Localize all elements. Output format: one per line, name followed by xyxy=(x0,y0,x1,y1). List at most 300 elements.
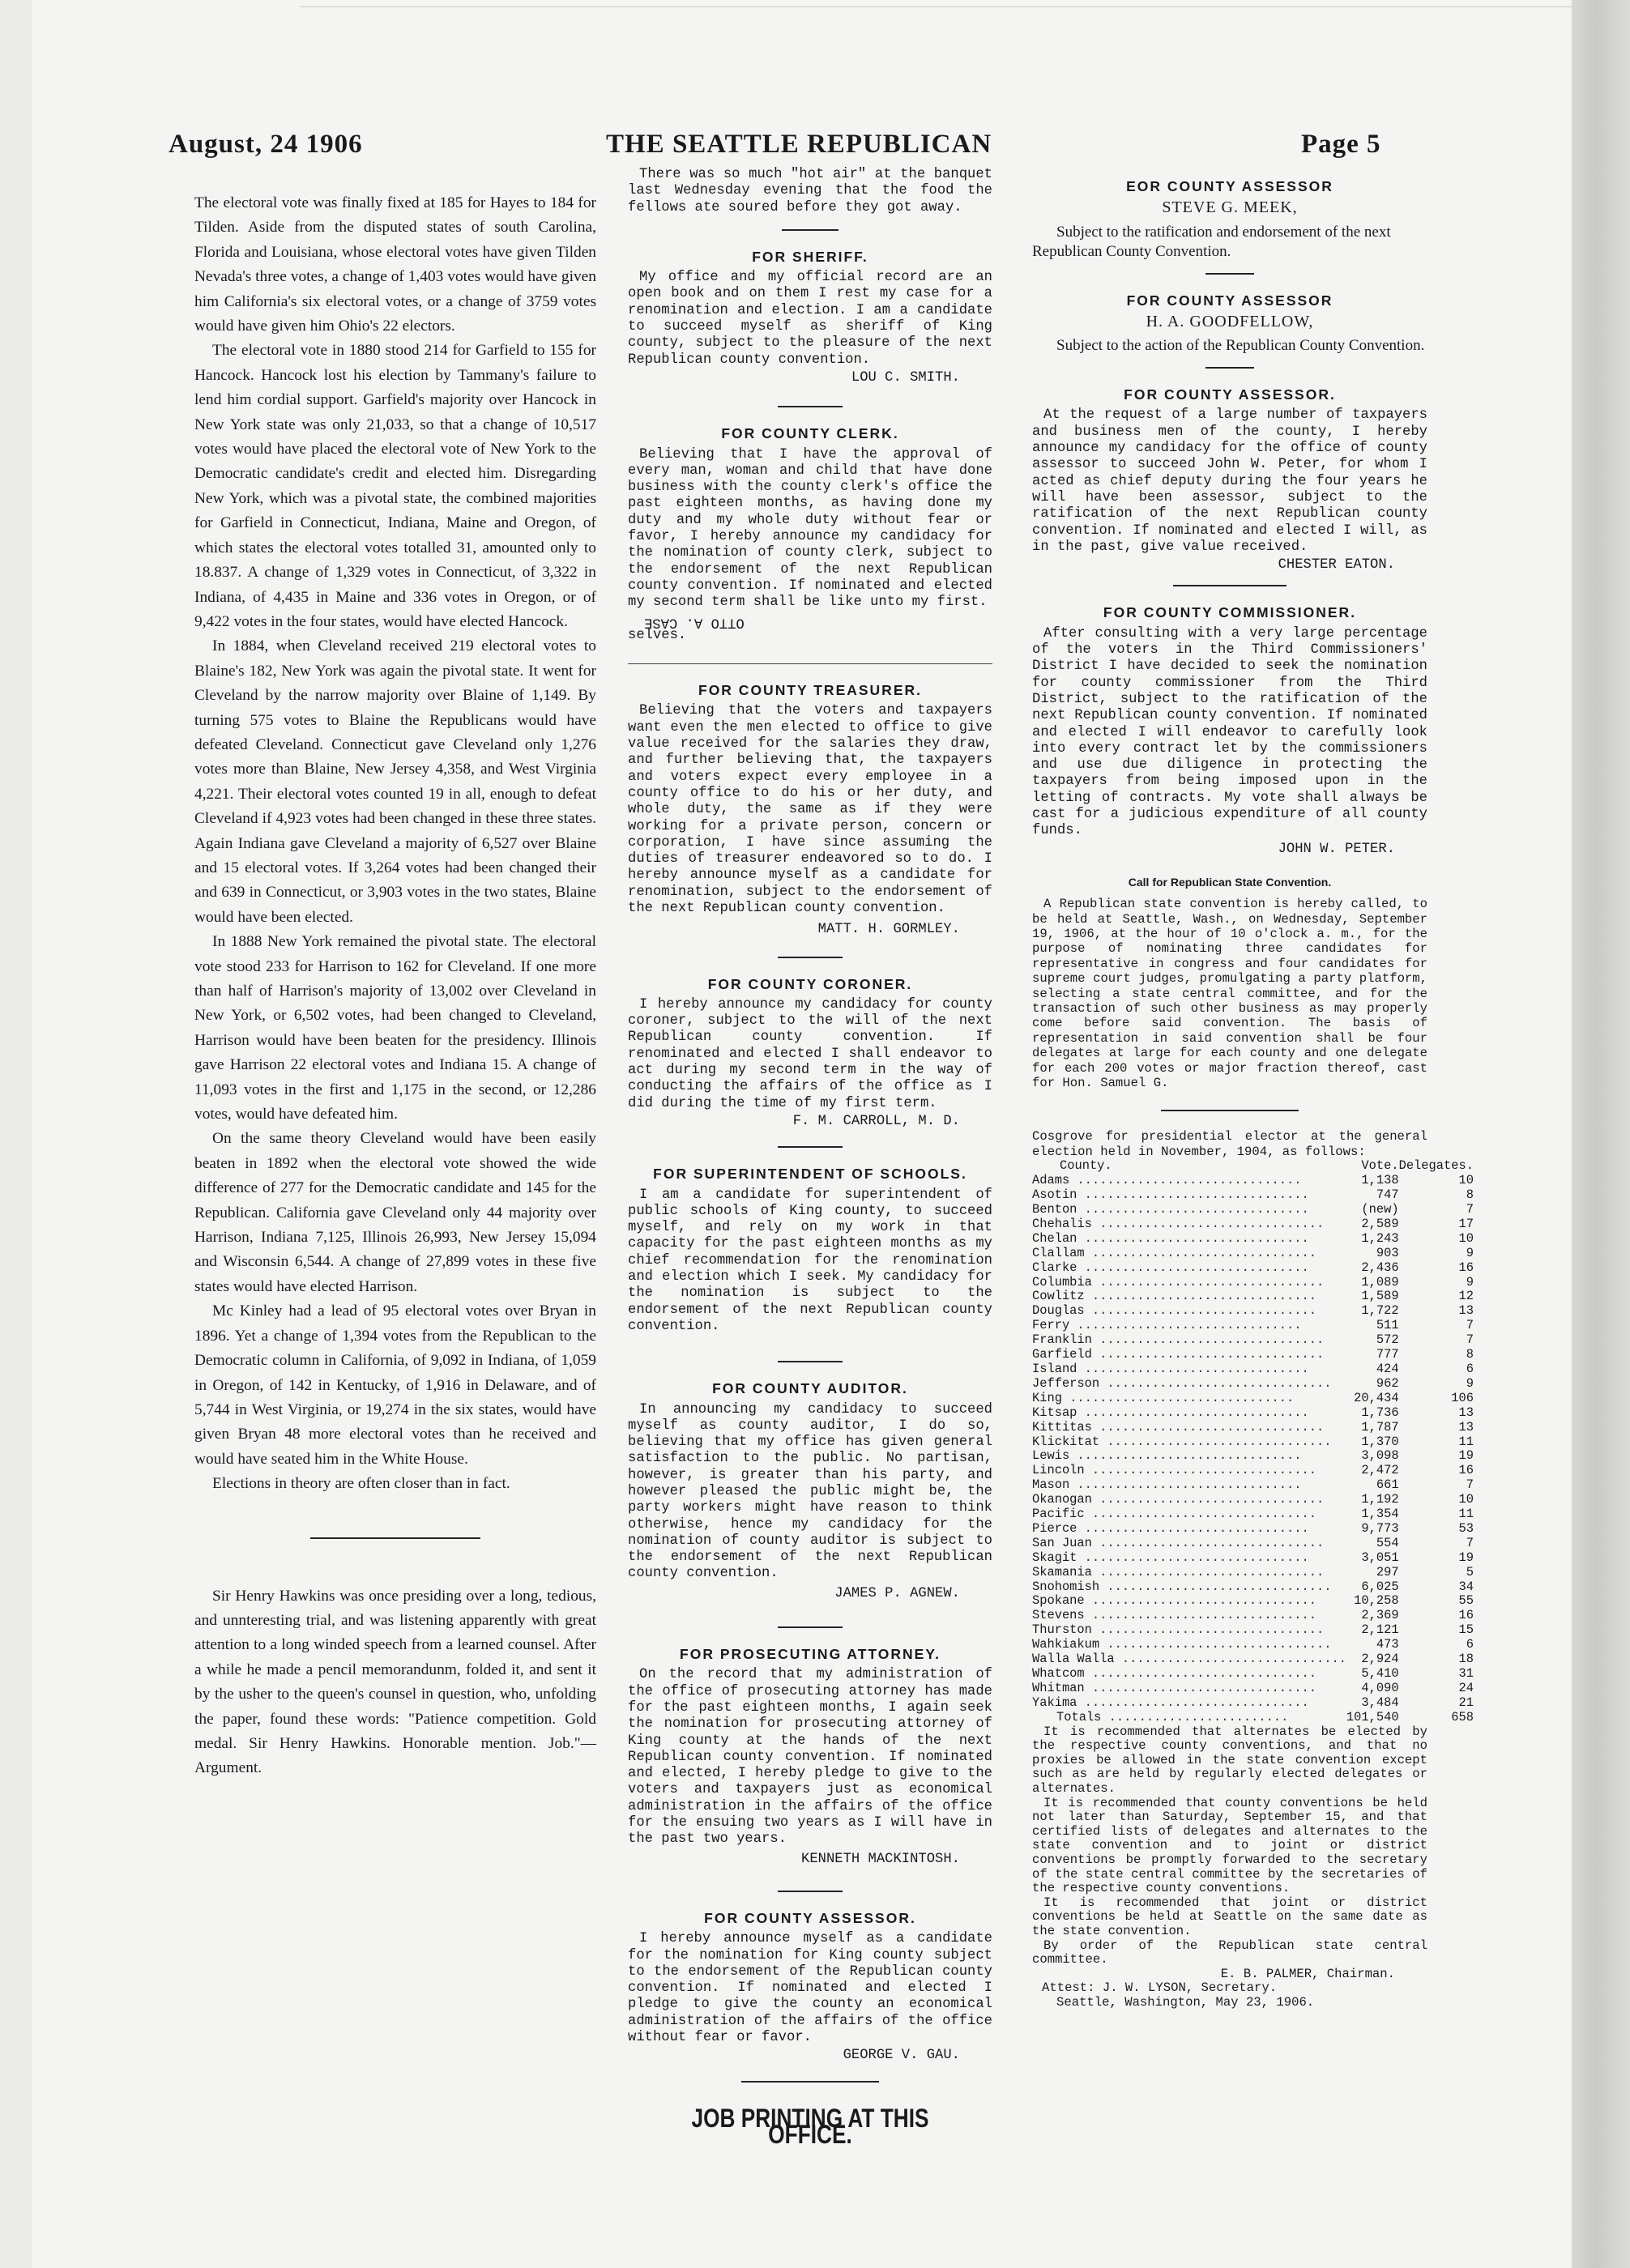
issue-date: August, 24 1906 xyxy=(169,130,363,159)
table-row xyxy=(1032,1276,1482,1290)
section-divider xyxy=(1161,1110,1299,1111)
sheriff-signature: LOU C. SMITH. xyxy=(851,369,960,386)
recommendation-paragraph: It is recommended that county conventions be held not later than Saturday, September 15, and that certified lists of delegates and alternates to the state convention and to joint or district conventions be promptly forwarded to the secretary of the state central committee by the secretaries of the respective county conventions. xyxy=(1032,1795,1427,1896)
county-cell xyxy=(1032,1377,1346,1392)
county-delegates: 24 xyxy=(1458,1680,1474,1695)
coroner-signature: F. M. CARROLL, M. D. xyxy=(792,1113,960,1129)
recommendation-paragraph: It is recommended that joint or district conventions be held at Seattle on the same date as the state convention. xyxy=(1032,1895,1427,1938)
county-delegates: 7 xyxy=(1466,1477,1474,1493)
table-header-row xyxy=(1032,1159,1482,1174)
table-row xyxy=(1032,1421,1482,1435)
county-name: Skamania xyxy=(1032,1565,1092,1580)
heading-assessor-meek: EOR COUNTY ASSESSOR xyxy=(1126,178,1333,194)
section-divider xyxy=(1205,273,1254,275)
county-vote: 1,243 xyxy=(1361,1230,1399,1246)
leader-dots: .............................. xyxy=(1084,1464,1316,1478)
section-divider xyxy=(778,1891,843,1892)
county-delegates: 17 xyxy=(1458,1216,1474,1231)
county-name: Chelan xyxy=(1032,1231,1077,1246)
county-vote: 9,773 xyxy=(1361,1520,1399,1536)
leader-dots: .............................. xyxy=(1077,1362,1309,1376)
leader-dots: .............................. xyxy=(1091,1348,1325,1362)
table-row xyxy=(1032,1609,1482,1623)
county-cell xyxy=(1032,1682,1346,1696)
heading-assessor-eaton: FOR COUNTY ASSESSOR. xyxy=(1124,386,1336,403)
leader-dots: .............................. xyxy=(1077,1521,1309,1536)
county-delegates: 19 xyxy=(1458,1550,1474,1565)
heading-county-assessor-gau: FOR COUNTY ASSESSOR. xyxy=(704,1909,916,1926)
leader-dots: .............................. xyxy=(1084,1609,1316,1623)
county-vote: 903 xyxy=(1376,1245,1399,1260)
table-row xyxy=(1032,1449,1482,1464)
county-cell xyxy=(1032,1478,1346,1493)
heading-superintendent-schools: FOR SUPERINTENDENT OF SCHOOLS. xyxy=(653,1166,967,1183)
dateline: Seattle, Washington, May 23, 1906. xyxy=(1056,1994,1315,2010)
county-name: Okanogan xyxy=(1032,1493,1092,1507)
heading-prosecuting-attorney: FOR PROSECUTING ATTORNEY. xyxy=(680,1646,941,1663)
county-name: Snohomish xyxy=(1032,1580,1100,1594)
clerk-body: Believing that I have the approval of every man, woman and child that have done business with the county clerk's office the past eighteen months, as having done my duty and my whole duty without fear or favor, I hereby announce my candidacy for the nomination of county clerk, subject to the endorsement of the next Republican county convention. If nominated and elected my second term shall be like unto my first. xyxy=(628,446,992,611)
leader-dots: .............................. xyxy=(1099,1580,1332,1594)
column-assessor-notices xyxy=(1032,178,1474,2010)
table-row xyxy=(1032,1478,1482,1493)
leader-dots: .............................. xyxy=(1077,1550,1309,1565)
county-delegates: 7 xyxy=(1466,1202,1474,1217)
job-printing-ad: JOB PRINTING AT THIS OFFICE. xyxy=(691,2103,929,2149)
county-cell xyxy=(1032,1594,1346,1609)
leader-dots: .............................. xyxy=(1091,1420,1325,1435)
county-delegates: 6 xyxy=(1466,1361,1474,1376)
county-cell xyxy=(1032,1435,1346,1450)
county-cell xyxy=(1032,1319,1346,1333)
county-name: Pierce xyxy=(1032,1521,1077,1536)
article-paragraph: In 1888 New York remained the pivotal state. The electoral vote stood 233 for Harrison to 162 for Cleveland. If one more than half of Harrison's majority of 13,002 over Cleveland in New York, or 6,502 votes, had been changed to Cleveland, Harrison would have been beaten for the presidency. Illinois gave Harrison 22 electoral votes and Indiana 15. A change of 11,093 votes in the first and 1,175 in the second, or 12,286 votes, would have defeated him. xyxy=(194,933,596,1123)
table-row xyxy=(1032,1580,1482,1595)
leader-dots: .............................. xyxy=(1077,1405,1309,1420)
anecdote-block xyxy=(194,1584,596,1781)
county-cell xyxy=(1032,1609,1346,1623)
article-paragraph: In 1884, when Cleveland received 219 electoral votes to Blaine's 182, New York was again the pivotal state. It went for Cleveland by the narrow majority over Blaine of 1,149. By turning 575 votes to Blaine the Republicans would have defeated Cleveland. Connecticut gave Cleveland only 1,276 votes more than Blaine, New Jersey 4,358, and West Virginia 4,221. Their electoral votes counted 19 in all, enough to defeat Cleveland if 4,923 votes had been changed in these three states. Again Indiana gave Cleveland a majority of 6,527 over Blaine and 15 electoral votes. If 3,264 votes had been changed their and 639 in Connecticut, or 3,903 votes in the two states, Blaine would have been elected. xyxy=(194,637,596,926)
heading-county-treasurer: FOR COUNTY TREASURER. xyxy=(698,682,922,699)
county-vote: 3,051 xyxy=(1361,1550,1399,1565)
county-cell xyxy=(1032,1623,1346,1638)
column-candidate-notices xyxy=(628,167,992,2149)
county-cell xyxy=(1032,1566,1346,1580)
leader-dots: .............................. xyxy=(1084,1507,1316,1522)
county-name: Franklin xyxy=(1032,1333,1092,1348)
county-name: Columbia xyxy=(1032,1275,1092,1290)
column-header-county: County. xyxy=(1060,1159,1112,1174)
column-header-vote: Vote. xyxy=(1361,1158,1399,1174)
county-cell xyxy=(1032,1333,1346,1348)
candidate-name-meek: STEVE G. MEEK, xyxy=(1162,198,1298,217)
county-name: Mason xyxy=(1032,1478,1070,1493)
county-cell xyxy=(1032,1232,1346,1247)
county-cell xyxy=(1032,1449,1346,1464)
leader-dots: .............................. xyxy=(1099,1376,1332,1391)
leader-dots: .............................. xyxy=(1091,1333,1325,1348)
county-vote: 1,354 xyxy=(1361,1507,1399,1522)
leader-dots: .............................. xyxy=(1077,1260,1309,1275)
table-row xyxy=(1032,1507,1482,1522)
leader-dots: .............................. xyxy=(1091,1493,1325,1507)
county-vote: 1,736 xyxy=(1361,1405,1399,1420)
county-name: Cowlitz xyxy=(1032,1290,1085,1304)
county-vote: (new) xyxy=(1361,1202,1399,1217)
heading-county-clerk: FOR COUNTY CLERK. xyxy=(721,425,899,442)
county-delegates: 18 xyxy=(1458,1652,1474,1667)
county-delegates: 10 xyxy=(1458,1173,1474,1188)
county-delegates: 34 xyxy=(1458,1579,1474,1594)
column-electoral-history xyxy=(194,191,596,1781)
table-row xyxy=(1032,1304,1482,1319)
table-row xyxy=(1032,1319,1482,1333)
table-row xyxy=(1032,1667,1482,1682)
table-totals-row xyxy=(1032,1711,1482,1725)
county-vote: 1,589 xyxy=(1361,1289,1399,1304)
county-name: King xyxy=(1032,1391,1062,1405)
table-row xyxy=(1032,1551,1482,1566)
leader-dots: .............................. xyxy=(1061,1391,1295,1405)
section-divider xyxy=(778,406,843,407)
county-name: Douglas xyxy=(1032,1304,1085,1319)
table-row xyxy=(1032,1537,1482,1551)
leader-dots: .............................. xyxy=(1077,1231,1309,1246)
county-delegates: 8 xyxy=(1466,1187,1474,1203)
page-edge-shadow xyxy=(1572,0,1630,2268)
heading-sheriff: FOR SHERIFF. xyxy=(752,248,868,265)
masthead: THE SEATTLE REPUBLICAN xyxy=(606,130,992,159)
schools-body: I am a candidate for superintendent of public schools of King county, to succeed myself, and rely on my work in that capacity for the past eighteen months as my chief recommendation for the renomination and election which I seek. My candidacy for the nomination is subject to the endorsement of the next Republican county convention. xyxy=(628,1187,992,1334)
county-name: Garfield xyxy=(1032,1348,1092,1362)
county-name: San Juan xyxy=(1032,1536,1092,1550)
eaton-body: At the request of a large number of taxpayers and business men of the county, I hereby announce my candidacy for the office of county assessor to succeed John W. Peter, for whom I acted as chief deputy during the four years he will have been assessor, subject to the ratification of the next Republican county convention. If nominated and elected I will, as in the past, give value received. xyxy=(1032,407,1427,555)
totals-label: Totals xyxy=(1056,1710,1102,1724)
table-row xyxy=(1032,1261,1482,1276)
county-vote: 2,369 xyxy=(1361,1608,1399,1623)
county-vote: 473 xyxy=(1376,1637,1399,1652)
column-header-delegates: Delegates. xyxy=(1398,1158,1474,1174)
table-row xyxy=(1032,1232,1482,1247)
goodfellow-body-wrap xyxy=(1032,336,1427,356)
county-delegates: 7 xyxy=(1466,1318,1474,1333)
clerk-signature-inverted: OTTO A. CASE xyxy=(644,613,745,629)
section-divider xyxy=(1205,367,1254,369)
county-vote: 962 xyxy=(1376,1375,1399,1391)
county-vote: 1,787 xyxy=(1361,1419,1399,1435)
county-delegates: 16 xyxy=(1458,1260,1474,1275)
county-delegates: 21 xyxy=(1458,1695,1474,1710)
county-vote: 2,472 xyxy=(1361,1463,1399,1478)
leader-dots: .............................. xyxy=(1091,1623,1325,1638)
article-paragraph: Elections in theory are often closer than in fact. xyxy=(212,1475,510,1493)
county-cell xyxy=(1032,1537,1346,1551)
county-vote: 511 xyxy=(1376,1318,1399,1333)
county-vote: 3,484 xyxy=(1361,1695,1399,1710)
goodfellow-body: Subject to the action of the Republican County Convention. xyxy=(1056,337,1425,355)
table-row xyxy=(1032,1188,1482,1203)
clerk-trailing-text: selves. xyxy=(628,627,687,643)
attorney-signature: KENNETH MACKINTOSH. xyxy=(801,1851,960,1867)
county-cell xyxy=(1032,1421,1346,1435)
leader-dots: .............................. xyxy=(1099,1435,1332,1449)
county-delegates: 9 xyxy=(1466,1245,1474,1260)
county-vote: 2,924 xyxy=(1361,1652,1399,1667)
county-name: Island xyxy=(1032,1362,1077,1376)
county-name: Wahkiakum xyxy=(1032,1638,1100,1652)
county-cell xyxy=(1032,1696,1346,1711)
recommendations-block xyxy=(1032,1725,1427,2010)
leader-dots: .............................. xyxy=(1084,1681,1316,1695)
coroner-body: I hereby announce my candidacy for county coroner, subject to the will of the next Republican county convention. If renominated and elected I shall endeavor to act during my second term in the way of conducting the affairs of the office as I did during the time of my first term. xyxy=(628,996,992,1111)
sheriff-body: My office and my official record are an open book and on them I rest my case for a renomination and election. I am a candidate to succeed myself as sheriff of King county, subject to the pleasure of the next Republican county convention. xyxy=(628,270,992,368)
county-vote: 1,089 xyxy=(1361,1274,1399,1290)
section-divider xyxy=(628,663,992,664)
article-paragraph: The electoral vote was finally fixed at 185 for Hayes to 184 for Tilden. Aside from the disputed states of south Carolina, Florida and Louisiana, whose electoral votes have given Tilden Nevada's three votes, a change of 1,403 votes would have given him California's six electoral votes, or a change of 3759 votes would have given him Ohio's 22 electors. xyxy=(194,194,596,335)
totals-label-cell xyxy=(1032,1711,1346,1725)
county-vote: 4,090 xyxy=(1361,1680,1399,1695)
leader-dots: .............................. xyxy=(1084,1290,1316,1304)
county-cell xyxy=(1032,1203,1346,1217)
heading-county-coroner: FOR COUNTY CORONER. xyxy=(707,975,913,992)
table-row xyxy=(1032,1203,1482,1217)
county-vote: 3,098 xyxy=(1361,1448,1399,1464)
table-row xyxy=(1032,1638,1482,1652)
county-vote: 1,370 xyxy=(1361,1434,1399,1449)
meek-body-wrap xyxy=(1032,223,1427,262)
section-divider xyxy=(741,2081,879,2083)
anecdote-paragraph: Sir Henry Hawkins was once presiding over a long, tedious, and unnteresting trial, and was listening apparently with great attention to a long winded speech from a learned counsel. After a while he made a pencil memorandunm, folded it, and sent it by the usher to the queen's counsel in question, who, unfolding the paper, found these words: "Patience competition. Gold medal. Sir Henry Hawkins. Honorable mention. Job."—Argument. xyxy=(194,1587,596,1777)
county-vote: 5,410 xyxy=(1361,1666,1399,1682)
by-order-line: By order of the Republican state central committee. xyxy=(1032,1938,1427,1967)
county-cell xyxy=(1032,1464,1346,1478)
county-cell xyxy=(1032,1638,1346,1652)
county-name: Yakima xyxy=(1032,1695,1077,1710)
county-name: Pacific xyxy=(1032,1507,1085,1522)
table-row xyxy=(1032,1435,1482,1450)
leader-dots: .............................. xyxy=(1069,1478,1302,1493)
recommendation-paragraph: It is recommended that alternates be elected by the respective county conventions, and that no proxies be allowed in the state convention except such as are held by regularly elected delegates or alternates. xyxy=(1032,1724,1427,1797)
county-cell xyxy=(1032,1551,1346,1566)
county-delegates: 9 xyxy=(1466,1274,1474,1290)
totals-delegates: 658 xyxy=(1451,1709,1474,1724)
county-delegates: 12 xyxy=(1458,1289,1474,1304)
county-cell xyxy=(1032,1247,1346,1261)
county-cell xyxy=(1032,1188,1346,1203)
leader-dots: .............................. xyxy=(1084,1667,1316,1682)
treasurer-body: Believing that the voters and taxpayers want even the men elected to office to give value received for the salaries they draw, and further believing that, the taxpayers and voters expect every employee in a county office to do his or her duty, and whole duty, the same as if they were working for a private person, concern or corporation, I have since assuming the duties of treasurer endeavored so to do. I hereby announce myself as a candidate for renomination, subject to the endorsement of the next Republican county convention. xyxy=(628,703,992,916)
county-vote: 2,121 xyxy=(1361,1622,1399,1638)
county-vote: 297 xyxy=(1376,1564,1399,1580)
article-paragraph: On the same theory Cleveland would have been easily beaten in 1892 when the electoral vote showed the wide difference of 277 for the Democratic candidate and 145 for the Republican. California gave Cleveland only 44 majority over Harrison, Indiana 7,125, Illinois 26,993, New Jersey 15,094 and Wisconsin 6,544. A change of 27,899 votes in these five states would have elected Harrison. xyxy=(194,1130,596,1295)
county-name: Ferry xyxy=(1032,1319,1070,1333)
intro-paragraph: There was so much "hot air" at the banquet last Wednesday evening that the food the fellows ate soured before they got away. xyxy=(628,167,992,215)
table-row xyxy=(1032,1594,1482,1609)
section-divider xyxy=(778,1146,843,1148)
leader-dots: .............................. xyxy=(1069,1319,1302,1333)
county-vote: 424 xyxy=(1376,1361,1399,1376)
county-cell xyxy=(1032,1217,1346,1232)
leader-dots: .............................. xyxy=(1084,1594,1316,1609)
column-divider xyxy=(310,1537,480,1539)
leader-dots: .............................. xyxy=(1099,1638,1332,1652)
county-delegates: 11 xyxy=(1458,1507,1474,1522)
county-delegates: 7 xyxy=(1466,1332,1474,1348)
table-row xyxy=(1032,1362,1482,1377)
county-vote: 554 xyxy=(1376,1535,1399,1550)
auditor-signature: JAMES P. AGNEW. xyxy=(834,1585,960,1601)
table-row xyxy=(1032,1392,1482,1406)
county-cell xyxy=(1032,1174,1346,1188)
heading-county-auditor: FOR COUNTY AUDITOR. xyxy=(712,1380,908,1397)
table-row xyxy=(1032,1696,1482,1711)
county-cell xyxy=(1032,1290,1346,1304)
candidate-name-goodfellow: H. A. GOODFELLOW, xyxy=(1146,312,1314,330)
county-vote: 1,138 xyxy=(1361,1173,1399,1188)
leader-dots: .............................. xyxy=(1114,1652,1346,1667)
commissioner-signature: JOHN W. PETER. xyxy=(1278,841,1395,857)
table-row xyxy=(1032,1247,1482,1261)
leader-dots: .............................. xyxy=(1091,1217,1325,1231)
county-vote: 572 xyxy=(1376,1332,1399,1348)
county-vote: 20,434 xyxy=(1354,1390,1399,1405)
county-name: Whitman xyxy=(1032,1681,1085,1695)
table-body xyxy=(1032,1174,1482,1711)
assessor-gau-signature: GEORGE V. GAU. xyxy=(843,2048,960,2064)
treasurer-signature: MATT. H. GORMLEY. xyxy=(817,922,960,938)
county-name: Whatcom xyxy=(1032,1667,1085,1682)
delegates-table xyxy=(1032,1159,1482,1724)
county-name: Benton xyxy=(1032,1203,1077,1217)
county-vote: 1,722 xyxy=(1361,1303,1399,1319)
county-delegates: 8 xyxy=(1466,1347,1474,1362)
county-cell xyxy=(1032,1493,1346,1507)
county-vote: 777 xyxy=(1376,1347,1399,1362)
county-name: Asotin xyxy=(1032,1188,1077,1203)
table-row xyxy=(1032,1566,1482,1580)
county-delegates: 13 xyxy=(1458,1419,1474,1435)
county-delegates: 106 xyxy=(1451,1390,1474,1405)
page-number: Page 5 xyxy=(1301,130,1381,159)
county-name: Klickitat xyxy=(1032,1435,1100,1449)
county-delegates: 19 xyxy=(1458,1448,1474,1464)
county-name: Adams xyxy=(1032,1174,1070,1188)
county-vote: 6,025 xyxy=(1361,1579,1399,1594)
county-name: Jefferson xyxy=(1032,1376,1100,1391)
table-row xyxy=(1032,1377,1482,1392)
county-name: Clarke xyxy=(1032,1260,1077,1275)
county-vote: 747 xyxy=(1376,1187,1399,1203)
chairman-line: E. B. PALMER, Chairman. xyxy=(1220,1966,1395,1981)
county-delegates: 16 xyxy=(1458,1608,1474,1623)
section-divider xyxy=(1173,585,1287,586)
table-row xyxy=(1032,1217,1482,1232)
county-cell xyxy=(1032,1522,1346,1537)
leader-dots: .............................. xyxy=(1077,1203,1309,1217)
heading-county-commissioner: FOR COUNTY COMMISSIONER. xyxy=(1103,604,1357,621)
county-delegates: 10 xyxy=(1458,1230,1474,1246)
leader-dots: .............................. xyxy=(1077,1695,1309,1710)
county-delegates: 11 xyxy=(1458,1434,1474,1449)
county-vote: 661 xyxy=(1376,1477,1399,1493)
table-row xyxy=(1032,1623,1482,1638)
table-row xyxy=(1032,1333,1482,1348)
leader-dots: .............................. xyxy=(1091,1536,1325,1550)
table-row xyxy=(1032,1682,1482,1696)
commissioner-body: After consulting with a very large percentage of the voters in the Third Commissioners' District I have decided to seek the nomination for county commissioner from the Third District, subject to the ratification of the next Republican county convention. If nominated and elected I will endeavor to carefully look into every contract let by the commissioners and use due diligence in protecting the taxpayers from being imposed upon in the letting of contracts. My vote shall always be cast for a judicious expenditure of all county funds. xyxy=(1032,625,1427,839)
heading-assessor-goodfellow: FOR COUNTY ASSESSOR xyxy=(1126,292,1333,309)
county-name: Chehalis xyxy=(1032,1217,1092,1231)
call-body: A Republican state convention is hereby called, to be held at Seattle, Wash., on Wednesday, September 19, 1906, at the hour of 10 o'clock a. m., for the purpose of nominating three candidates for representative in congress and four candidates for supreme court judges, promulgating a party platform, selecting a state central committee, and for the transaction of such other business as may properly come before said convention. The basis of representation in said convention shall be four delegates at large for each county and one delegate for each 200 votes or major fraction thereof, cast for Hon. Samuel G. xyxy=(1032,897,1427,1091)
county-cell xyxy=(1032,1348,1346,1362)
county-name: Kitsap xyxy=(1032,1405,1077,1420)
county-cell xyxy=(1032,1261,1346,1276)
assessor-gau-body: I hereby announce myself as a candidate for the nomination for King county subject to the endorsement of the Republican county convention. If nominated and elected I pledge to give the county an economical administration of the affairs of the office without fear or favor. xyxy=(628,1931,992,2046)
county-delegates: 10 xyxy=(1458,1492,1474,1507)
county-cell xyxy=(1032,1652,1346,1667)
county-vote: 2,589 xyxy=(1361,1216,1399,1231)
leader-dots: .............................. xyxy=(1091,1565,1325,1580)
county-cell xyxy=(1032,1667,1346,1682)
county-delegates: 5 xyxy=(1466,1564,1474,1580)
leader-dots: .............................. xyxy=(1091,1275,1325,1290)
newspaper-page xyxy=(32,0,1572,2268)
leader-dots: ........................ xyxy=(1108,1710,1289,1724)
attest-line: Attest: J. W. LYSON, Secretary. xyxy=(1042,1980,1278,1996)
county-name: Walla Walla xyxy=(1032,1652,1115,1667)
table-row xyxy=(1032,1652,1482,1667)
county-delegates: 6 xyxy=(1466,1637,1474,1652)
county-delegates: 53 xyxy=(1458,1520,1474,1536)
county-delegates: 13 xyxy=(1458,1405,1474,1420)
county-name: Clallam xyxy=(1032,1246,1085,1260)
table-row xyxy=(1032,1493,1482,1507)
clerk-signature-row xyxy=(644,613,960,629)
table-row xyxy=(1032,1522,1482,1537)
county-delegates: 7 xyxy=(1466,1535,1474,1550)
county-vote: 1,192 xyxy=(1361,1492,1399,1507)
county-name: Lewis xyxy=(1032,1449,1070,1464)
heading-state-convention-call: Call for Republican State Convention. xyxy=(1128,875,1332,889)
article-paragraph: Mc Kinley had a lead of 95 electoral votes over Bryan in 1896. Yet a change of 1,394 votes from the Republican to the Democratic column in California, of 9,092 in Indiana, of 1,059 in Oregon, of 142 in Kentucky, of 1,916 in Delaware, and of 5,744 in West Virginia, or 19,274 in the six states, would have given Bryan 48 more electoral votes than he received and would have seated him in the White House. xyxy=(194,1302,596,1468)
leader-dots: .............................. xyxy=(1077,1188,1309,1203)
county-delegates: 31 xyxy=(1458,1666,1474,1682)
county-cell xyxy=(1032,1507,1346,1522)
table-row xyxy=(1032,1290,1482,1304)
county-delegates: 13 xyxy=(1458,1303,1474,1319)
page-top-rule xyxy=(300,6,1630,7)
leader-dots: .............................. xyxy=(1069,1449,1302,1464)
meek-body: Subject to the ratification and endorsement of the next Republican County Convention. xyxy=(1032,223,1391,260)
call-continued: Cosgrove for presidential elector at the general election held in November, 1904, as follows: xyxy=(1032,1129,1427,1159)
call-body-wrap xyxy=(1032,897,1427,1090)
eaton-signature: CHESTER EATON. xyxy=(1278,557,1395,573)
county-vote: 2,436 xyxy=(1361,1260,1399,1275)
section-divider xyxy=(782,229,838,231)
county-cell xyxy=(1032,1362,1346,1377)
table-row xyxy=(1032,1348,1482,1362)
county-cell xyxy=(1032,1406,1346,1421)
county-delegates: 55 xyxy=(1458,1593,1474,1609)
county-delegates: 16 xyxy=(1458,1463,1474,1478)
county-name: Skagit xyxy=(1032,1550,1077,1565)
section-divider xyxy=(778,1361,843,1362)
county-name: Lincoln xyxy=(1032,1464,1085,1478)
county-vote: 10,258 xyxy=(1354,1593,1399,1609)
county-cell xyxy=(1032,1304,1346,1319)
attorney-body: On the record that my administration of the office of prosecuting attorney has made for the past eighteen months, I again seek the nomination for prosecuting attorney of King county at the hands of the next Republican county convention. If nominated and elected, I hereby pledge to give to the voters and taxpayers just as economical administration in the affairs of the office for the ensuing two years as I will have in the past two years. xyxy=(628,1667,992,1848)
table-row xyxy=(1032,1464,1482,1478)
